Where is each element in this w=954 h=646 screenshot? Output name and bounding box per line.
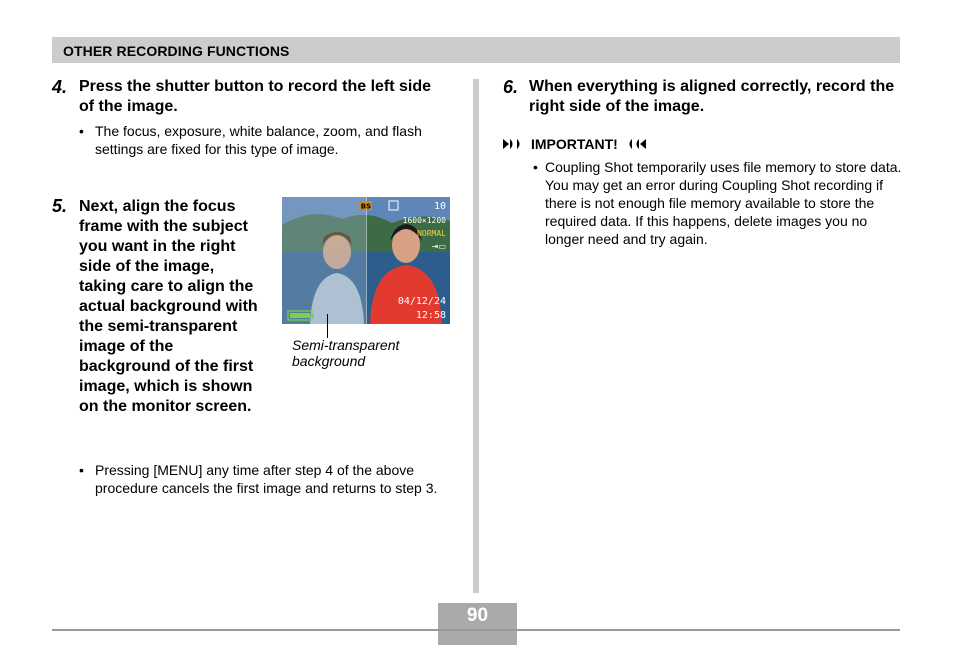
time-stamp: 12:58 [415,310,446,321]
step-6-text: When everything is aligned correctly, record the right side of the image. [529,78,895,115]
important-heading [503,136,646,152]
caption-line-2: background [292,353,366,369]
quality: NORMAL [417,229,446,238]
date-stamp: 04/12/24 [397,296,446,307]
page-number: 90 [438,603,517,629]
important-right-icon [624,138,646,150]
image-caption [292,337,399,369]
step-5-number: 5. [52,196,68,216]
bullet-dot: • [79,462,84,478]
mode-badge: BS [360,202,372,211]
callout-line [327,314,328,338]
step-4-text: Press the shutter button to record the left side of the image. [79,78,432,115]
page-number-tab [438,631,517,645]
step-5-bullet-text: Pressing [MENU] any time after step 4 of the above procedure cancels the first image and returns to step 3. [95,462,438,496]
section-title: OTHER RECORDING FUNCTIONS [63,43,290,59]
caption-line-1: Semi-transparent [292,337,400,353]
step-4-bullet-text: The focus, exposure, white balance, zoom, and flash settings are fixed for this type of image. [95,123,422,157]
step-5-bullet [79,461,457,497]
svg-text:⇥▭: ⇥▭ [431,242,446,251]
important-label: IMPORTANT! [531,136,618,152]
section-header-bar [52,37,900,63]
shot-count: 10 [433,201,446,212]
bullet-dot: • [533,159,538,175]
column-divider [473,79,479,593]
important-left-icon [503,138,525,150]
important-bullet-text: Coupling Shot temporarily uses file memory to store data. You may get an error during Coupling Shot recording if there is not enough file memory available to store the required data. If this happens, delete images you no longer need and try again. [545,159,902,247]
important-bullet [533,158,905,248]
step-6-number: 6. [503,77,519,97]
step-4-bullet [79,122,457,158]
step-4-number: 4. [52,77,68,97]
monitor-screen-image [282,197,450,324]
resolution: 1600×1200 [402,216,446,225]
bullet-dot: • [79,123,84,139]
step-5-text: Next, align the focus frame with the subject you want in the right side of the image, taking care to align the actual background with the semi-transparent image of the background of the first image, which is shown on the monitor screen. [79,198,258,415]
